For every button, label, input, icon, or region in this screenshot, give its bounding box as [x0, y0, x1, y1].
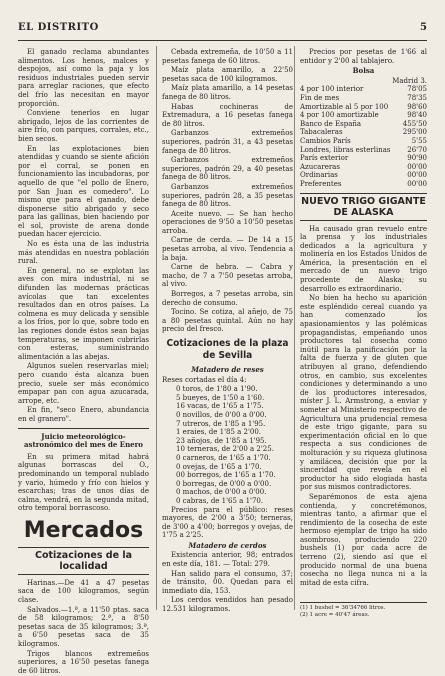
bolsa-label: Cambios París — [300, 136, 351, 145]
bolsa-value: 00'00 — [407, 162, 427, 171]
paragraph: No bien ha hecho su aparición este espléndido cereal cuando ya han comenzado los apasionamientos y las polémicas propagandistas, empeñando unos productores tal cosecha como inútil para la panificación por la falta de fuerza y de gluten que atribuyen al grano, defendiendo otros, en cambio, sus excelentes condiciones y determinando a uno de los productores interesados, míster J. L. Armstrong, a enviar y someter al Ministerio respectivo de Agricultura una prudencial remesa de este trigo gigante, para su experimentación oficial en lo que respecta a sus condiciones de molturación y su riqueza glutinosa y amilácea, decisión que por la sinceridad que revela en el productor ha sido elogiada hasta por sus mismos contradictores. — [300, 294, 427, 492]
bolsa-value: 295'00 — [402, 128, 427, 137]
reses-item: 5 bueyes, de 1'50 a 1'60. — [176, 393, 265, 402]
bolsa-label: 4 por 100 interior — [300, 85, 364, 94]
market-item: Borregos, a 7 pesetas arroba, sin derecho de consumo. — [162, 290, 293, 307]
market-item: Garbanzos extremeños superiores, padrón 29, a 40 pesetas fanega de 80 litros. — [162, 156, 293, 182]
reses-item: 23 añojos, de 1'85 a 1'95. — [176, 436, 267, 445]
column-2 — [162, 48, 293, 615]
paragraph: El ganado reclama abundantes alimentos. Los henos, malces y despojos, así como la paja y los residuos industriales pueden servir para arreglar raciones, que efecto del frío las necesitan en mayor proporción. — [18, 48, 149, 108]
paragraph: Conviene tenerlos en lugar abrigado, lejos de las corrientes de aire frío, con parques, corrales, etc., bien secos. — [18, 109, 149, 143]
bolsa-label: Tabacaleras — [300, 128, 343, 137]
section-rule — [18, 428, 149, 429]
intro-prices: Precios por pesetas de 1'66 al entidor y 2'00 al tablajero. — [300, 48, 427, 65]
market-item: Garbanzos extremeños superiores, padrón 31, a 43 pesetas fanega de 80 litros. — [162, 129, 293, 155]
reses-item: 10 terneras, de 2'00 a 2'25. — [176, 445, 274, 454]
bolsa-value: 78'05 — [407, 85, 427, 94]
footnote: (2) 1 acre = 40'47 áreas. — [300, 612, 370, 618]
bolsa-heading: Bolsa — [352, 66, 375, 76]
market-item: Maíz plata amarillo, a 22'50 pesetas saca de 100 kilogramos. — [162, 66, 293, 83]
reses-item: 16 vacas, de 1'65 a 1'75. — [176, 402, 264, 411]
bolsa-label: París exterior — [300, 154, 349, 163]
bolsa-row — [300, 111, 427, 120]
bolsa-label: 4 por 100 amortizable — [300, 111, 379, 120]
cerdos-item: Han salido para el consumo, 37; de tránsito, 00. Quedan para el inmediato día, 153. — [162, 569, 293, 595]
newspaper-title: EL DISTRITO — [18, 22, 99, 33]
reses-item: 0 toros, de 1'80 a 1'90. — [176, 385, 258, 394]
bolsa-label: Banco de España — [300, 119, 362, 128]
cerdos-item: Existencia anterior, 98; entrados en este día, 181. — Total: 279. — [162, 551, 293, 569]
bolsa-row — [300, 154, 427, 163]
footnote: (1) 1 bushel = 36'34766 litros. — [300, 605, 386, 611]
bolsa-label: Preferentes — [300, 179, 342, 188]
bolsa-value: 00'00 — [407, 171, 427, 180]
market-item: Maíz plata amarillo, a 14 pesetas fanega de 80 litros. — [162, 84, 293, 101]
mercados-heading: Mercados — [23, 517, 144, 543]
column-3 — [300, 48, 427, 588]
reses-item: 7 utreros, de 1'85 a 1'95. — [176, 419, 266, 428]
bolsa-value: 5'55 — [411, 136, 427, 145]
bolsa-value: 78'35 — [407, 93, 427, 102]
header-rule — [18, 40, 427, 41]
bolsa-row — [300, 120, 427, 129]
matadero-cerdos-heading: Matadero de cerdos — [188, 540, 267, 550]
bolsa-value: 98'60 — [407, 102, 427, 111]
bolsa-row — [300, 103, 427, 112]
market-item: Habas cochineras de Extremadura, a 16 pesetas fanega de 80 litros. — [162, 102, 293, 128]
bolsa-row — [300, 163, 427, 172]
bolsa-value: 90'90 — [407, 154, 427, 163]
reses-item: 0 ovejas, de 1'65 a 1'70. — [176, 462, 262, 471]
market-item: Garbanzos extremeños superiores, padrón 28, a 35 pesetas fanega de 80 litros. — [162, 182, 293, 209]
reses-list — [162, 385, 293, 505]
bolsa-row — [300, 137, 427, 146]
market-item: Tocino. Se cotiza, al añejo, de 75 a 80 pesetas quintal. Aún no hay precio del fresco. — [162, 308, 293, 334]
bolsa-label: Fin de mes — [300, 93, 340, 102]
bolsa-row — [300, 85, 427, 94]
market-item: Aceite nuevo. — Se han hecho operaciones de 9'50 a 10'50 pesetas arroba. — [162, 209, 293, 235]
bolsa-label: Ordinarias — [300, 171, 338, 180]
paragraph: En las explotaciones bien atendidas y cuando se siente afición por el corral, se ponen en funcionamiento las incubadoras, por aquello de que "el pollo de Enero, por San Juan es comedero". Lo mismo que para el ganado, debe disponerse sitio abrigado y seco para las gallinas, bien haciendo por el sol, proviste de arena donde puedan hacer ejercicio. — [18, 144, 149, 239]
forecast-heading: Juicio meteorológico-astronómico del mes de Enero — [24, 431, 143, 450]
local-quotes-heading: Cotizaciones de la localidad — [18, 547, 149, 575]
page-number: 5 — [420, 22, 427, 33]
bolsa-row — [300, 94, 427, 103]
bolsa-label: Azucareras — [300, 162, 340, 171]
bolsa-value: 00'00 — [407, 179, 427, 188]
paragraph: Separémonos de esta ajena contienda, y concretémonos, mientras tanto, a afirmar que el rendimiento de la cosecha de este hermoso ejemplar de trigo ha sido asombroso, produciendo 220 bushels (1) por cada acre de terreno (2), siendo así que el producido normal de una buena cosecha no llega nunca ni a la mitad de esta cifra. — [300, 492, 427, 587]
reses-item: 0 carneros, de 1'65 a 1'70. — [176, 453, 271, 462]
reses-item: 00 borregos, de 1'65 a 1'70. — [176, 471, 276, 480]
reses-item: 0 borregas, de 0'00 a 0'00. — [176, 479, 272, 488]
paragraph: No es ésta una de las industria más atendidas en nuestra población rural. — [18, 240, 149, 266]
paragraph: En fin, "seco Enero, abundancia en el granero". — [18, 406, 149, 423]
bolsa-label: Londres, libras esterlinas — [300, 145, 391, 154]
market-item: Carne de hebra. — Cabra y macho, de 7 a 7'50 pesetas arroba, al vivo. — [162, 263, 293, 289]
market-item: Harinas.—De 41 a 47 pesetas saca de 100 kilogramos, según clase. — [18, 578, 149, 605]
paragraph: Ha causado gran revuelo entre la prensa y los industriales dedicados a la agricultura y molinería en los Estados Unidos de América, la presentación en el mercado de un nuevo trigo procedente de Alaska; su desarrollo es extraordinario. — [300, 224, 427, 293]
footnotes — [300, 602, 427, 619]
column-1 — [18, 48, 149, 676]
matadero-reses-heading: Matadero de reses — [191, 365, 264, 374]
bolsa-row — [300, 146, 427, 155]
trigo-heading: NUEVO TRIGO GIGANTE DE ALASKA — [300, 193, 427, 221]
paragraph: En general, no se explotan las aves con mira industrial, ni se difunden las modernas prácticas avícolas que tan excelentes resultados dan en otros países. La colmena es muy delicada y sensible a los fríos, por lo que, sobre todo en las regiones donde éstos sean bajas temperaturas, se imponen cubrirlas con esteras, suministrando alimentación a las abejas. — [18, 266, 149, 361]
bolsa-value: 98'40 — [407, 111, 427, 120]
bolsa-value: 455'50 — [402, 119, 427, 128]
reses-item: 1 eraies, de 1'85 a 2'00. — [176, 428, 262, 437]
cerdos-item: Los cerdos vendidos han pesado 12.531 kilogramos. — [162, 596, 293, 614]
paragraph: En su primera mitad habrá algunas borrascas del O., predominando un temporal nublado y vario, húmedo y frío con hielos y escarchas; tras de unos días de calma, vendrá, en la segunda mitad, otro temporal borrascoso. — [18, 452, 149, 513]
bolsa-value: 26'70 — [407, 145, 427, 154]
page-header — [18, 22, 427, 38]
market-item: Carne de cerda. — De 14 a 15 pesetas arroba, al vivo. Tendencia a la baja. — [162, 236, 293, 262]
bolsa-table — [300, 85, 427, 188]
paragraph: Algunos suelen reservarlas miel; pero cuando ésta alcanza buen precio, suele ser más económico empapar pan con agua azucarada, arrope, etc. — [18, 362, 149, 405]
public-prices: Precios para el público: reses mayores, de 2'00 a 3'50; terneras, de 3'00 a 4'00; borregos y ovejas, de 1'75 a 2'25. — [162, 505, 293, 540]
market-item: Trigos blancos extremeños superiores, a 16'50 pesetas fanega de 60 litros. — [18, 649, 149, 675]
market-item: Salvados.—1.ª, a 11'50 ptas. saca de 58 kilogramos; 2.ª, a 8'50 pesetas saca de 35 kilogramos; 3.ª, a 6'50 pesetas saca de 35 kilogramos. — [18, 605, 149, 649]
bolsa-label: Amortizable al 5 por 100 — [300, 102, 389, 111]
bolsa-row — [300, 171, 427, 180]
bolsa-city: Madrid 3. — [392, 76, 427, 85]
column-divider — [156, 46, 157, 610]
sevilla-heading: Cotizaciones de la plaza de Sevilla — [166, 338, 289, 361]
column-divider — [294, 46, 295, 610]
reses-item: 0 machos, de 0'00 a 0'00. — [176, 488, 267, 497]
bolsa-row — [300, 180, 427, 189]
market-item: Cebada extremeña, de 10'50 a 11 pesetas fanega de 60 litros. — [162, 48, 293, 65]
reses-item: 0 cabras, de 1'65 a 1'70. — [176, 496, 264, 505]
reses-item: 0 novillos, de 0'00 a 0'00. — [176, 410, 267, 419]
bolsa-row — [300, 128, 427, 137]
reses-intro: Reses cortadas el día 4: — [162, 375, 247, 384]
